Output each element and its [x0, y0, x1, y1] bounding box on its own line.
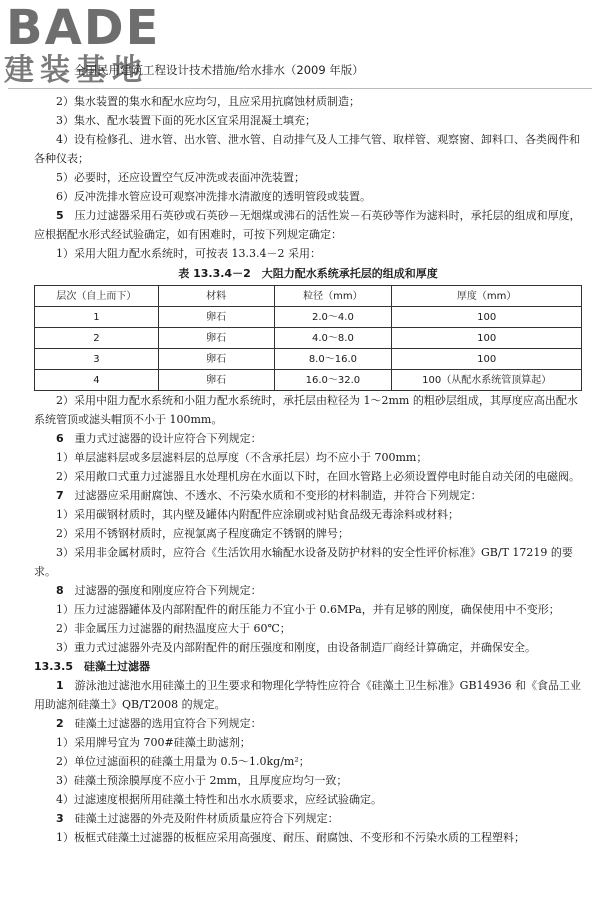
clause-6 [34, 429, 582, 448]
table-header-cell: 层次（自上而下） [35, 286, 159, 307]
table-title: 表 13.3.4－2 大阻力配水系统承托层的组成和厚度 [178, 267, 438, 280]
table-header-cell: 粒径（mm） [274, 286, 392, 307]
paragraph: 2）单位过滤面积的硅藻土用量为 0.5～1.0kg/m²； [56, 755, 310, 768]
paragraph: 3）硅藻土预涂膜厚度不应小于 2mm，且厚度应均匀一致； [56, 774, 348, 787]
brand-logo-en: BADE [6, 0, 161, 56]
clause-3 [34, 809, 582, 828]
table-cell: 100 [392, 349, 582, 370]
table-cell: 3 [35, 349, 159, 370]
clause-text: 重力式过滤器的设计应符合下列规定： [74, 432, 262, 445]
table-cell: 卵石 [158, 370, 274, 391]
clause-number: 1 [56, 679, 64, 692]
paragraph: 1）采用碳钢材质时，其内壁及罐体内附配件应涂刷或衬贴食品级无毒涂料或材料； [56, 508, 459, 521]
paragraph: 6）反冲洗排水管应设可观察冲洗排水清澈度的透明管段或装置。 [56, 190, 371, 203]
clause-5 [34, 206, 582, 244]
paragraph: 1）板框式硅藻土过滤器的板框应采用高强度、耐压、耐腐蚀、不变形和不污染水质的工程塑料； [56, 831, 525, 844]
table-cell: 卵石 [158, 349, 274, 370]
paragraph: 3）采用非金属材质时，应符合《生活饮用水输配水设备及防护材料的安全性评价标准》GB/T 17219 的要求。 [34, 546, 573, 578]
clause-number: 6 [56, 432, 64, 445]
paragraph: 1）压力过滤器罐体及内部附配件的耐压能力不宜小于 0.6MPa，并有足够的刚度，确保使用中不变形； [56, 603, 560, 616]
clause-2 [34, 714, 582, 733]
header-rule [8, 88, 592, 89]
table-row [35, 370, 582, 391]
clause-text: 硅藻土过滤器的外壳及附件材质质量应符合下列规定： [74, 812, 339, 825]
paragraph: 3）集水、配水装置下面的死水区宜采用混凝土填充； [56, 114, 316, 127]
table-header-row [35, 286, 582, 307]
paragraph: 2）采用中阻力配水系统和小阻力配水系统时，承托层由粒径为 1～2mm 的粗砂层组成，其厚度应高出配水系统管顶或滤头帽顶不小于 100mm。 [34, 394, 578, 426]
table-cell: 8.0～16.0 [274, 349, 392, 370]
paragraph: 2）集水装置的集水和配水应均匀，且应采用抗腐蚀材质制造； [56, 95, 360, 108]
clause-7 [34, 486, 582, 505]
table-row [35, 349, 582, 370]
table-cell: 4.0～8.0 [274, 328, 392, 349]
paragraph: 5）必要时，还应设置空气反冲洗或表面冲洗装置； [56, 171, 305, 184]
table-cell: 2 [35, 328, 159, 349]
paragraph: 1）采用大阻力配水系统时，可按表 13.3.4－2 采用： [56, 247, 321, 260]
table-cell: 16.0～32.0 [274, 370, 392, 391]
paragraph: 2）采用不锈钢材质时，应视氯离子程度确定不锈钢的牌号； [56, 527, 349, 540]
clause-number: 2 [56, 717, 64, 730]
clause-1 [34, 676, 582, 714]
section-number: 13.3.5 [34, 660, 73, 673]
support-layer-table [34, 285, 582, 391]
table-cell: 100 [392, 328, 582, 349]
table-cell: 4 [35, 370, 159, 391]
paragraph: 3）重力式过滤器外壳及内部附配件的耐压强度和刚度，由设备制造厂商经计算确定，并确保安全。 [56, 641, 536, 654]
section-heading [34, 657, 582, 676]
table-cell: 2.0～4.0 [274, 307, 392, 328]
table-row [35, 328, 582, 349]
table-cell: 1 [35, 307, 159, 328]
paragraph: 4）过滤速度根据所用硅藻土特性和出水水质要求，应经试验确定。 [56, 793, 382, 806]
paragraph: 2）非金属压力过滤器的耐热温度应大于 60℃； [56, 622, 291, 635]
clause-text: 过滤器应采用耐腐蚀、不透水、不污染水质和不变形的材料制造，并符合下列规定： [74, 489, 482, 502]
table-cell: 卵石 [158, 307, 274, 328]
table-cell: 卵石 [158, 328, 274, 349]
clause-text: 游泳池过滤池水用硅藻土的卫生要求和物理化学特性应符合《硅藻土卫生标准》GB14936 和《食品工业用助滤剂硅藻土》QB/T2008 的规定。 [34, 679, 582, 711]
page-body [34, 92, 582, 847]
running-header-title: 全国民用建筑工程设计技术措施/给水排水（2009 年版） [74, 63, 364, 77]
paragraph: 2）采用敞口式重力过滤器且水处理机房在水面以下时，在回水管路上必须设置停电时能自动关闭的电磁阀。 [56, 470, 580, 483]
paragraph: 1）采用牌号宜为 700#硅藻土助滤剂； [56, 736, 251, 749]
clause-number: 8 [56, 584, 64, 597]
section-title: 硅藻土过滤器 [83, 660, 150, 673]
table-header-cell: 材料 [158, 286, 274, 307]
clause-text: 硅藻土过滤器的选用宜符合下列规定： [74, 717, 262, 730]
clause-number: 5 [56, 209, 64, 222]
clause-text: 过滤器的强度和刚度应符合下列规定： [74, 584, 262, 597]
page-header [0, 0, 600, 92]
paragraph: 4）设有检修孔、进水管、出水管、泄水管、自动排气及人工排气管、取样管、观察窗、卸料口、各类阀件和各种仪表； [34, 133, 580, 165]
clause-number: 7 [56, 489, 64, 502]
paragraph: 1）单层滤料层或多层滤料层的总厚度（不含承托层）均不应小于 700mm； [56, 451, 428, 464]
table-cell: 100 [392, 307, 582, 328]
clause-text: 压力过滤器采用石英砂或石英砂－无烟煤或沸石的活性炭－石英砂等作为滤料时，承托层的组成和厚度，应根据配水形式经试验确定，如有困难时，可按下列规定确定： [34, 209, 581, 241]
table-cell: 100（从配水系统管顶算起） [392, 370, 582, 391]
clause-number: 3 [56, 812, 64, 825]
table-row [35, 307, 582, 328]
table-header-cell: 厚度（mm） [392, 286, 582, 307]
clause-8 [34, 581, 582, 600]
brand-logo-cn: 建装基地 [4, 53, 148, 88]
